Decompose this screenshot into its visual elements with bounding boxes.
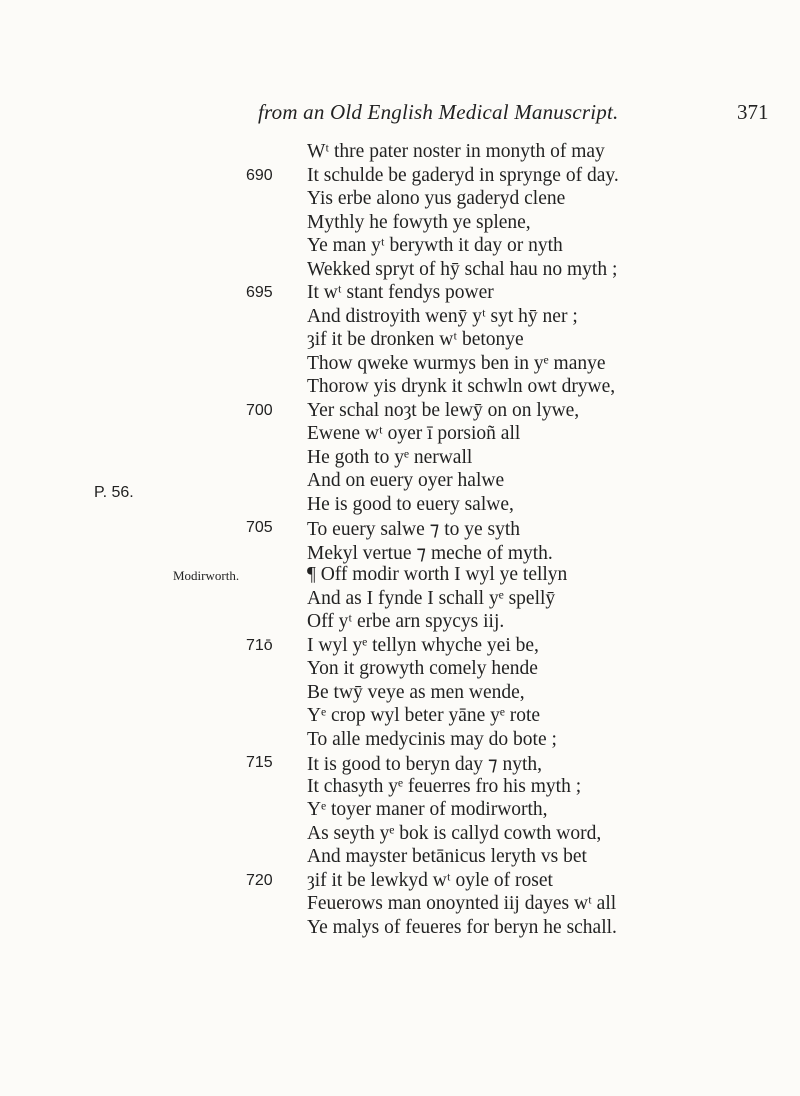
poem-line [0, 588, 800, 612]
line-text: To euery salwe ⁊ to ye syth [307, 519, 521, 540]
poem-line [0, 541, 800, 565]
poem-line [0, 917, 800, 941]
poem-text [0, 141, 800, 940]
poem-line [0, 870, 800, 894]
line-text: Yᵉ toyer maner of modirworth, [307, 799, 548, 820]
poem-line [0, 329, 800, 353]
poem-line [0, 799, 800, 823]
line-number: 705 [246, 519, 273, 536]
line-text: Yis erbe alono yus gaderyd clene [307, 188, 566, 209]
poem-line [0, 212, 800, 236]
poem-line [0, 729, 800, 753]
poem-line [0, 893, 800, 917]
line-text: And mayster betānicus leryth vs bet [307, 846, 587, 867]
line-text: He is good to euery salwe, [307, 493, 514, 515]
line-number: 715 [246, 754, 273, 771]
poem-line [0, 423, 800, 447]
line-text: Be twȳ veye as men wende, [307, 681, 525, 703]
poem-line [0, 846, 800, 870]
poem-line [0, 306, 800, 330]
line-text: Ye man yᵗ berywth it day or nyth [307, 235, 563, 256]
line-number: 720 [246, 871, 273, 889]
line-text: ¶ Off modir worth I wyl ye tellyn [307, 564, 568, 585]
poem-line [0, 494, 800, 518]
line-text: And as I fynde I schall yᵉ spellȳ [307, 587, 556, 609]
line-text: Wekked spryt of hȳ schal hau no myth ; [307, 258, 618, 280]
line-number: 71ō [246, 636, 273, 654]
line-text: Mekyl vertue ⁊ meche of myth. [307, 542, 553, 564]
line-text: ȝif it be lewkyd wᵗ oyle of roset [307, 869, 553, 891]
line-text: I wyl yᵉ tellyn whyche yei be, [307, 634, 539, 656]
line-number: 700 [246, 401, 273, 419]
line-text: Mythly he fowyth ye splene, [307, 211, 531, 233]
line-text: And on euery oyer halwe [307, 470, 505, 491]
running-title: from an Old English Medical Manuscript. [258, 100, 619, 124]
poem-line [0, 400, 800, 424]
poem-line [0, 776, 800, 800]
poem-line [0, 517, 800, 541]
line-text: It schulde be gaderyd in sprynge of day. [307, 164, 619, 186]
poem-line [0, 447, 800, 471]
line-text: It is good to beryn day ⁊ nyth, [307, 754, 542, 775]
line-text: Yᵉ crop wyl beter yāne yᵉ rote [307, 705, 541, 726]
poem-line [0, 564, 800, 588]
poem-line [0, 635, 800, 659]
poem-line [0, 165, 800, 189]
manuscript-page-reference: P. 56. [94, 484, 134, 501]
line-text: It chasyth yᵉ feuerres fro his myth ; [307, 775, 582, 797]
line-number: 695 [246, 284, 273, 301]
line-number: 690 [246, 166, 273, 184]
line-text: Wᵗ thre pater noster in monyth of may [307, 141, 605, 162]
line-text: He goth to yᵉ nerwall [307, 446, 473, 468]
poem-line [0, 235, 800, 259]
marginal-note: Modirworth. [173, 568, 240, 583]
poem-line [0, 353, 800, 377]
page-number: 371 [737, 100, 769, 124]
line-text: To alle medycinis may do bote ; [307, 728, 557, 750]
line-text: ȝif it be dronken wᵗ betonye [307, 329, 524, 350]
poem-line [0, 259, 800, 283]
poem-line [0, 611, 800, 635]
poem-line [0, 376, 800, 400]
poem-line [0, 282, 800, 306]
line-text: Thorow yis drynk it schwln owt drywe, [307, 376, 616, 397]
line-text: Feuerows man onoynted iij dayes wᵗ all [307, 893, 617, 914]
line-text: And distroyith wenȳ yᵗ syt hȳ ner ; [307, 305, 578, 327]
poem-line [0, 188, 800, 212]
line-text: It wᵗ stant fendys power [307, 282, 494, 303]
line-text: As seyth yᵉ bok is callyd cowth word, [307, 822, 602, 844]
line-text: Thow qweke wurmys ben in yᵉ manye [307, 352, 606, 374]
line-text: Ye malys of feueres for beryn he schall. [307, 916, 617, 938]
line-text: Yon it growyth comely hende [307, 658, 538, 679]
poem-line [0, 705, 800, 729]
poem-line [0, 823, 800, 847]
poem-line [0, 752, 800, 776]
line-text: Ewene wᵗ oyer ī porsioñ all [307, 423, 521, 444]
poem-line [0, 658, 800, 682]
line-text: Yer schal noȝt be lewȳ on on lywe, [307, 399, 580, 421]
line-text: Off yᵗ erbe arn spycys iij. [307, 611, 505, 632]
poem-line [0, 470, 800, 494]
poem-line [0, 682, 800, 706]
poem-line [0, 141, 800, 165]
